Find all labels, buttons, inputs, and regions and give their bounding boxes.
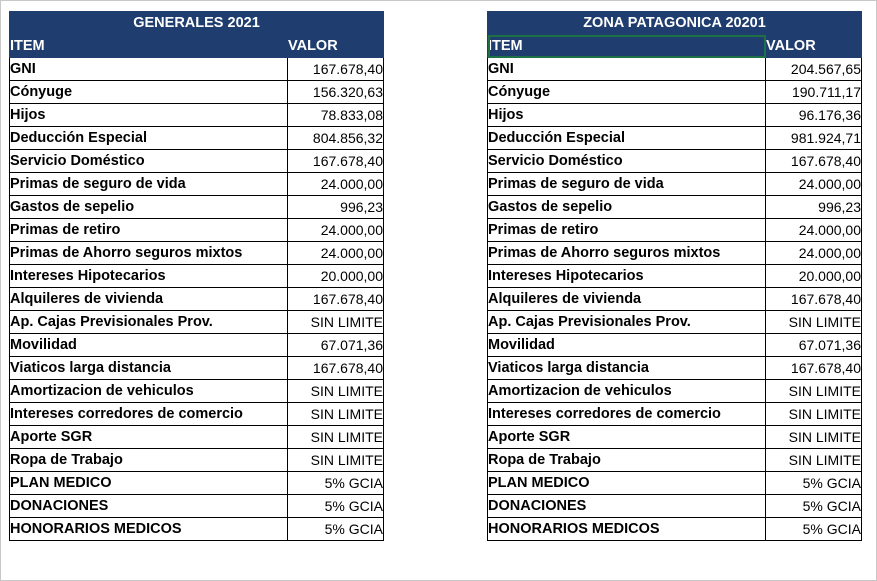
item-cell[interactable]: Intereses corredores de comercio: [10, 403, 288, 426]
item-cell[interactable]: Ropa de Trabajo: [488, 449, 766, 472]
table-row: [10, 104, 384, 127]
column-header-value[interactable]: VALOR: [766, 35, 862, 58]
table-row: [488, 472, 862, 495]
item-cell[interactable]: Aporte SGR: [488, 426, 766, 449]
value-cell[interactable]: 96.176,36: [766, 104, 862, 127]
table-row: [10, 58, 384, 81]
table-row: [10, 219, 384, 242]
value-cell[interactable]: 24.000,00: [766, 173, 862, 196]
table-row: [10, 81, 384, 104]
item-cell[interactable]: Alquileres de vivienda: [10, 288, 288, 311]
table-row: [10, 311, 384, 334]
value-cell[interactable]: 5% GCIA: [288, 472, 384, 495]
table-row: [10, 472, 384, 495]
value-cell[interactable]: 5% GCIA: [766, 495, 862, 518]
item-cell[interactable]: Primas de seguro de vida: [10, 173, 288, 196]
value-cell[interactable]: SIN LIMITE: [288, 449, 384, 472]
value-cell[interactable]: 167.678,40: [766, 150, 862, 173]
table-row: [10, 173, 384, 196]
item-cell[interactable]: HONORARIOS MEDICOS: [488, 518, 766, 541]
table-row: [10, 357, 384, 380]
item-cell[interactable]: GNI: [10, 58, 288, 81]
table-row: [488, 403, 862, 426]
table-row: [488, 495, 862, 518]
item-cell[interactable]: Primas de Ahorro seguros mixtos: [10, 242, 288, 265]
value-cell[interactable]: 167.678,40: [766, 288, 862, 311]
table-row: [488, 127, 862, 150]
value-cell[interactable]: 167.678,40: [288, 150, 384, 173]
table-row: [10, 518, 384, 541]
value-cell[interactable]: 996,23: [288, 196, 384, 219]
value-cell[interactable]: 156.320,63: [288, 81, 384, 104]
value-cell[interactable]: 167.678,40: [766, 357, 862, 380]
value-cell[interactable]: SIN LIMITE: [288, 426, 384, 449]
value-cell[interactable]: 20.000,00: [766, 265, 862, 288]
table-row: [488, 104, 862, 127]
table-row: [488, 426, 862, 449]
item-cell[interactable]: Aporte SGR: [10, 426, 288, 449]
value-cell[interactable]: 20.000,00: [288, 265, 384, 288]
value-cell[interactable]: 981.924,71: [766, 127, 862, 150]
value-cell[interactable]: 5% GCIA: [766, 518, 862, 541]
table-row: [488, 173, 862, 196]
table-row: [10, 380, 384, 403]
item-cell[interactable]: Movilidad: [488, 334, 766, 357]
column-header-item[interactable]: ITEM: [10, 35, 288, 58]
value-cell[interactable]: SIN LIMITE: [766, 380, 862, 403]
item-cell[interactable]: Intereses Hipotecarios: [10, 265, 288, 288]
item-cell[interactable]: Deducción Especial: [10, 127, 288, 150]
item-cell[interactable]: Gastos de sepelio: [10, 196, 288, 219]
table-row: [10, 196, 384, 219]
value-cell[interactable]: 167.678,40: [288, 58, 384, 81]
value-cell[interactable]: SIN LIMITE: [766, 403, 862, 426]
value-cell[interactable]: 24.000,00: [288, 173, 384, 196]
table-row: [488, 196, 862, 219]
item-cell[interactable]: PLAN MEDICO: [488, 472, 766, 495]
table-title: ZONA PATAGONICA 20201: [488, 12, 862, 35]
item-cell[interactable]: PLAN MEDICO: [10, 472, 288, 495]
item-cell[interactable]: DONACIONES: [10, 495, 288, 518]
item-cell[interactable]: Ap. Cajas Previsionales Prov.: [488, 311, 766, 334]
value-cell[interactable]: SIN LIMITE: [288, 403, 384, 426]
table-title: GENERALES 2021: [10, 12, 384, 35]
table-row: [10, 288, 384, 311]
item-cell[interactable]: GNI: [488, 58, 766, 81]
table-row: [10, 403, 384, 426]
table-row: [488, 334, 862, 357]
column-header-value[interactable]: VALOR: [288, 35, 384, 58]
value-cell[interactable]: 78.833,08: [288, 104, 384, 127]
item-cell[interactable]: Ap. Cajas Previsionales Prov.: [10, 311, 288, 334]
value-cell[interactable]: 5% GCIA: [288, 495, 384, 518]
value-cell[interactable]: 24.000,00: [288, 219, 384, 242]
table-row: [488, 219, 862, 242]
item-cell[interactable]: Ropa de Trabajo: [10, 449, 288, 472]
table-row: [10, 495, 384, 518]
table-row: [488, 357, 862, 380]
item-cell[interactable]: Movilidad: [10, 334, 288, 357]
value-cell[interactable]: SIN LIMITE: [766, 311, 862, 334]
table-row: [488, 449, 862, 472]
value-cell[interactable]: SIN LIMITE: [288, 311, 384, 334]
item-cell[interactable]: Primas de retiro: [488, 219, 766, 242]
item-cell[interactable]: Deducción Especial: [488, 127, 766, 150]
table-row: [10, 265, 384, 288]
item-cell[interactable]: Amortizacion de vehiculos: [10, 380, 288, 403]
value-cell[interactable]: 190.711,17: [766, 81, 862, 104]
table-row: [10, 334, 384, 357]
table-row: [10, 242, 384, 265]
item-cell[interactable]: Cónyuge: [488, 81, 766, 104]
item-cell[interactable]: Servicio Doméstico: [488, 150, 766, 173]
item-cell[interactable]: Primas de Ahorro seguros mixtos: [488, 242, 766, 265]
value-cell[interactable]: SIN LIMITE: [288, 380, 384, 403]
item-cell[interactable]: Alquileres de vivienda: [488, 288, 766, 311]
value-cell[interactable]: SIN LIMITE: [766, 426, 862, 449]
item-cell[interactable]: Cónyuge: [10, 81, 288, 104]
value-cell[interactable]: 5% GCIA: [288, 518, 384, 541]
value-cell[interactable]: SIN LIMITE: [766, 449, 862, 472]
value-cell[interactable]: 24.000,00: [766, 219, 862, 242]
item-cell[interactable]: Intereses corredores de comercio: [488, 403, 766, 426]
value-cell[interactable]: 804.856,32: [288, 127, 384, 150]
table-row: [488, 311, 862, 334]
table-row: [488, 58, 862, 81]
item-cell[interactable]: Primas de seguro de vida: [488, 173, 766, 196]
table-row: [10, 426, 384, 449]
item-cell[interactable]: Amortizacion de vehiculos: [488, 380, 766, 403]
item-cell[interactable]: HONORARIOS MEDICOS: [10, 518, 288, 541]
table-row: [488, 242, 862, 265]
value-cell[interactable]: 67.071,36: [766, 334, 862, 357]
value-cell[interactable]: 67.071,36: [288, 334, 384, 357]
item-cell[interactable]: Primas de retiro: [10, 219, 288, 242]
column-header-item[interactable]: ITEM: [488, 35, 766, 58]
table-row: [10, 127, 384, 150]
table-row: [10, 449, 384, 472]
item-cell[interactable]: DONACIONES: [488, 495, 766, 518]
table-row: [488, 518, 862, 541]
zona-patagonica-table: [487, 11, 862, 541]
value-cell[interactable]: 996,23: [766, 196, 862, 219]
table-row: [488, 288, 862, 311]
value-cell[interactable]: 167.678,40: [288, 288, 384, 311]
table-row: [488, 81, 862, 104]
item-cell[interactable]: Servicio Doméstico: [10, 150, 288, 173]
table-row: [10, 150, 384, 173]
value-cell[interactable]: 24.000,00: [766, 242, 862, 265]
item-cell[interactable]: Hijos: [10, 104, 288, 127]
item-cell[interactable]: Viaticos larga distancia: [488, 357, 766, 380]
table-row: [488, 265, 862, 288]
item-cell[interactable]: Gastos de sepelio: [488, 196, 766, 219]
value-cell[interactable]: 167.678,40: [288, 357, 384, 380]
value-cell[interactable]: 204.567,65: [766, 58, 862, 81]
generales-table: [9, 11, 384, 541]
item-cell[interactable]: Viaticos larga distancia: [10, 357, 288, 380]
item-cell[interactable]: Hijos: [488, 104, 766, 127]
table-row: [488, 150, 862, 173]
value-cell[interactable]: 5% GCIA: [766, 472, 862, 495]
table-row: [488, 380, 862, 403]
value-cell[interactable]: 24.000,00: [288, 242, 384, 265]
item-cell[interactable]: Intereses Hipotecarios: [488, 265, 766, 288]
